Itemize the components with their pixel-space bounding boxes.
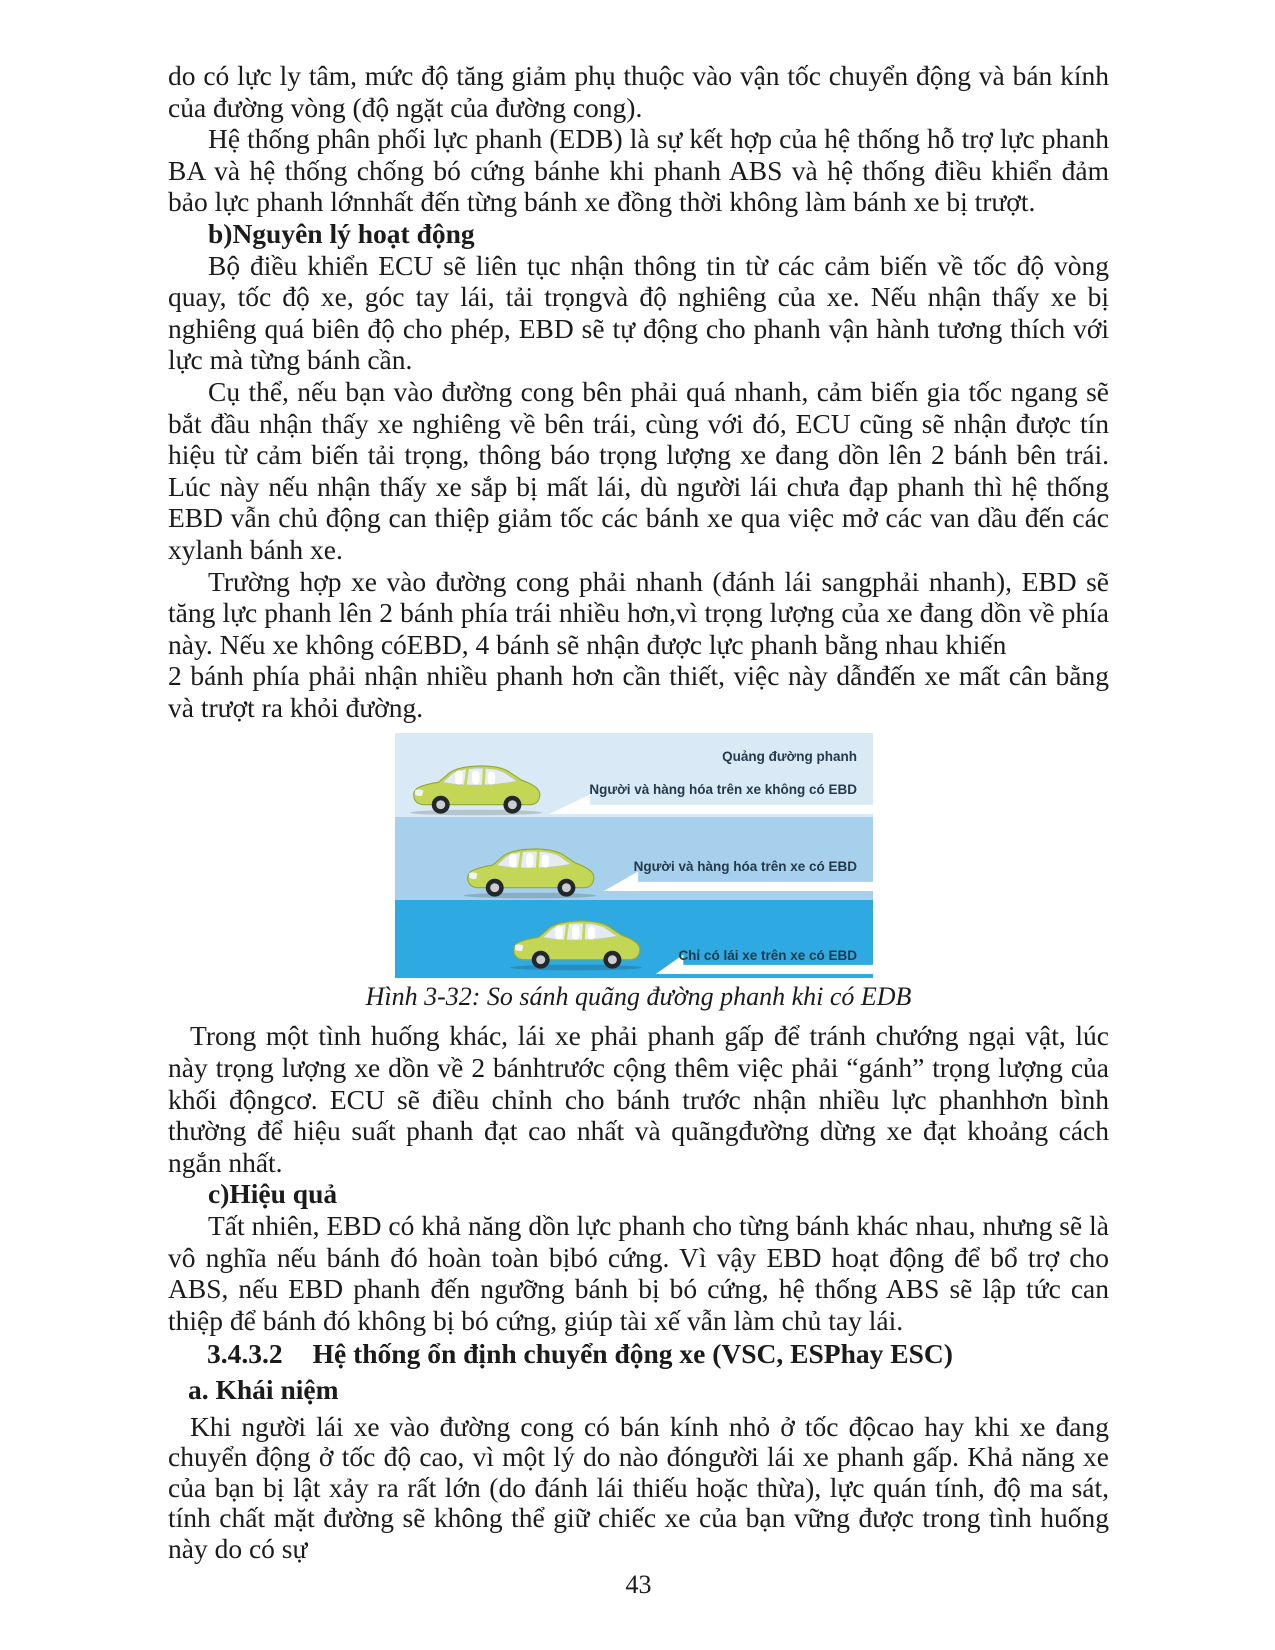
body-paragraph: Khi người lái xe vào đường cong có bán kính nhỏ ở tốc độcao hay khi xe đang chuyển động ở tốc độ cao, vì một lý do nào đóngười lái xe phanh gấp. Khả năng xe của bạn bị lật xảy ra rất lớn (do đánh lái thiếu hoặc thừa), lực quán tính, độ ma sát, tính chất mặt đường sẽ không thể giữ chiếc xe của bạn vững được trong tình huống này do có sự — [168, 1410, 1109, 1564]
section-heading-a: a. Khái niệm — [188, 1374, 339, 1405]
figure-caption: Hình 3-32: So sánh quãng đường phanh khi có EDB — [365, 982, 912, 1012]
figure-band-ebd-driver-only — [395, 900, 873, 978]
body-paragraph: 2 bánh phía phải nhận nhiều phanh hơn cần thiết, việc này dẫnđến xe mất cân bằng và trượt ra khỏi đường. — [168, 660, 1109, 723]
body-paragraph: Tất nhiên, EBD có khả năng dồn lực phanh cho từng bánh khác nhau, nhưng sẽ là vô nghĩa nếu bánh đó hoàn toàn bịbó cứng. Vì vậy EBD hoạt động để bổ trợ cho ABS, nếu EBD phanh đến ngưỡng bánh bị bó cứng, hệ thống ABS sẽ lập tức can thiệp để bánh đó không bị bó cứng, giúp tài xế vẫn làm chủ tay lái. — [168, 1210, 1109, 1336]
figure-ebd-comparison — [395, 733, 873, 978]
body-paragraph: do có lực ly tâm, mức độ tăng giảm phụ thuộc vào vận tốc chuyển động và bán kính của đường vòng (độ ngặt của đường cong). — [168, 60, 1109, 123]
car-illustration — [406, 761, 546, 817]
section-heading-c: c)Hiệu quả — [208, 1178, 338, 1210]
car-illustration — [460, 844, 600, 900]
body-paragraph: Trường hợp xe vào đường cong phải nhanh (đánh lái sangphải nhanh), EBD sẽ tăng lực phanh lên 2 bánh phía trái nhiều hơn,vì trọng lượng của xe đang dồn về phía này. Nếu xe không cóEBD, 4 bánh sẽ nhận được lực phanh bằng nhau khiến — [168, 565, 1109, 660]
figure-label-braking-distance: Quảng đường phanh — [722, 749, 857, 765]
car-illustration — [506, 916, 646, 972]
page-number: 43 — [625, 1569, 652, 1599]
section-title: Hệ thống ổn định chuyển động xe (VSC, ESPhay ESC) — [312, 1338, 953, 1370]
figure-label-no-ebd: Người và hàng hóa trên xe không có EBD — [589, 782, 857, 798]
figure-band-no-ebd — [395, 733, 873, 817]
page-content — [168, 60, 1109, 1600]
figure-label-ebd-loaded: Người và hàng hóa trên xe có EBD — [633, 859, 857, 875]
body-paragraph: Hệ thống phân phối lực phanh (EDB) là sự kết hợp của hệ thống hỗ trợ lực phanh BA và hệ thống chống bó cứng bánhe khi phanh ABS và hệ thống điều khiển đảm bảo lực phanh lớnnhất đến từng bánh xe đồng thời không làm bánh xe bị trượt. — [168, 123, 1109, 218]
section-heading-b: b)Nguyên lý hoạt động — [208, 217, 475, 249]
body-paragraph: Cụ thể, nếu bạn vào đường cong bên phải quá nhanh, cảm biến gia tốc ngang sẽ bắt đầu nhận thấy xe nghiêng về bên trái, cùng với đó, ECU cũng sẽ nhận được tín hiệu từ cảm biến tải trọng, thông báo trọng lượng xe đang dồn lên 2 bánh bên trái. Lúc này nếu nhận thấy xe sắp bị mất lái, dù người lái chưa đạp phanh thì hệ thống EBD vẫn chủ động can thiệp giảm tốc các bánh xe qua việc mở các van dầu đến các xylanh bánh xe. — [168, 375, 1109, 565]
figure-label-ebd-driver-only: Chỉ có lái xe trên xe có EBD — [678, 948, 857, 964]
figure-band-ebd-loaded — [395, 817, 873, 900]
body-paragraph: Trong một tình huống khác, lái xe phải phanh gấp để tránh chướng ngại vật, lúc này trọng lượng xe dồn về 2 bánhtrước cộng thêm việc phải “gánh” trọng lượng của khối độngcơ. ECU sẽ điều chỉnh cho bánh trước nhận nhiều lực phanhhơn bình thường để hiệu suất phanh đạt cao nhất và quãngđường dừng xe đạt khoảng cách ngắn nhất. — [168, 1020, 1109, 1178]
section-heading-3-4-3-2 — [207, 1338, 1109, 1370]
body-paragraph: Bộ điều khiển ECU sẽ liên tục nhận thông tin từ các cảm biến về tốc độ vòng quay, tốc độ xe, góc tay lái, tải trọngvà độ nghiêng của xe. Nếu nhận thấy xe bị nghiêng quá biên độ cho phép, EBD sẽ tự động cho phanh vận hành tương thích với lực mà từng bánh cần. — [168, 249, 1109, 376]
section-number: 3.4.3.2 — [207, 1338, 283, 1370]
